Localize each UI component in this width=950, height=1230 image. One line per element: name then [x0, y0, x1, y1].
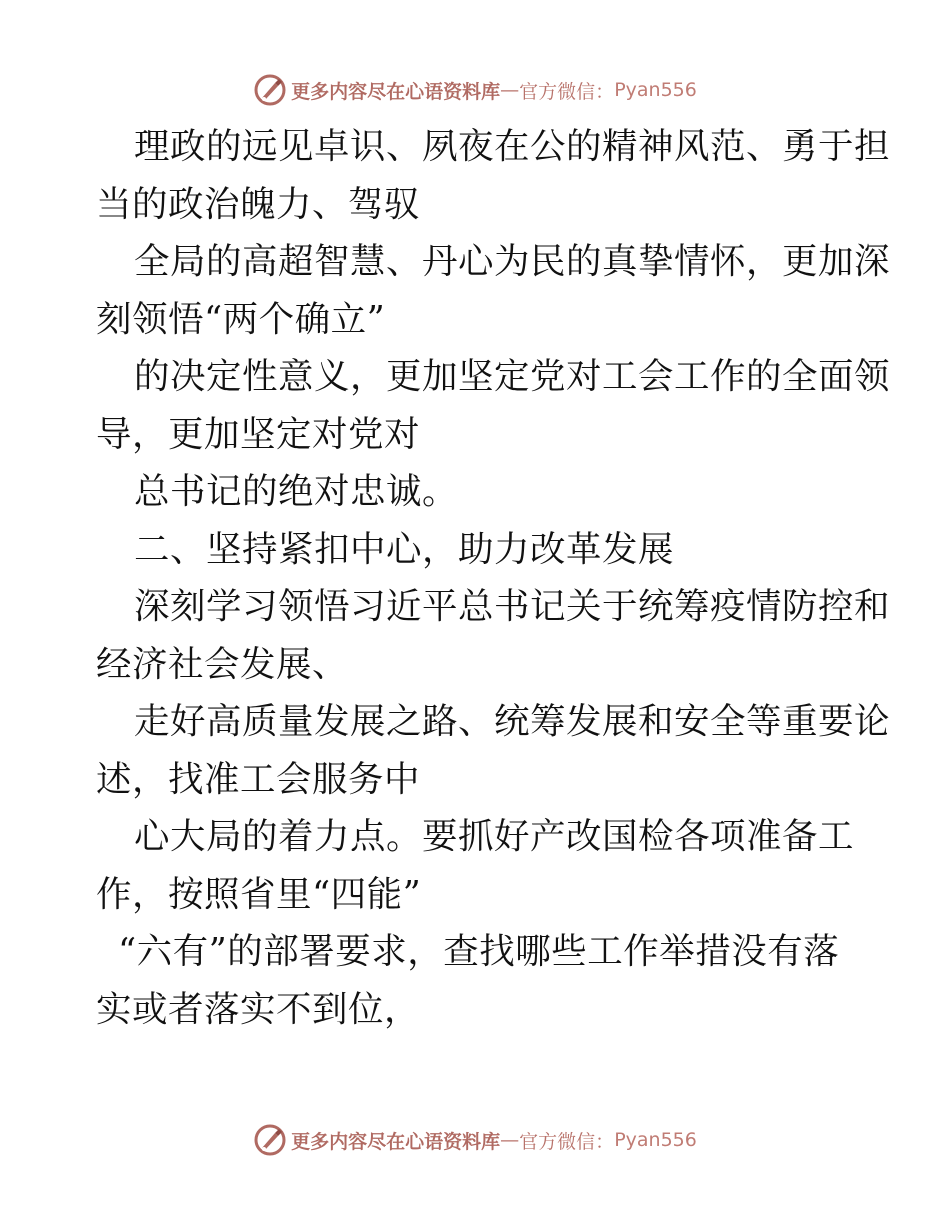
watermark-separator: — — [500, 79, 520, 101]
text-line: 全局的高超智慧、丹心为民的真挚情怀，更加深 — [134, 241, 891, 282]
text-line: 心大局的着力点。要抓好产改国检各项准备工 — [134, 816, 855, 857]
header-watermark — [0, 70, 950, 110]
watermark-wechat-id: Pyan556 — [614, 1129, 697, 1151]
watermark-label: 官方微信： — [519, 1130, 615, 1153]
text-line: 走好高质量发展之路、统筹发展和安全等重要论 — [134, 701, 891, 742]
text-line: “六有”的部署要求，查找哪些工作举措没有落 — [118, 931, 840, 972]
text-line: 深刻学习领悟习近平总书记关于统筹疫情防控和 — [134, 586, 891, 627]
text-line: 总书记的绝对忠诚。 — [134, 471, 459, 512]
text-line: 作，按照省里“四能” — [96, 873, 422, 915]
text-line: 实或者落实不到位， — [96, 988, 421, 1030]
document-body — [96, 118, 891, 1038]
watermark-brand: 更多内容尽在心语资料库 — [291, 1130, 501, 1153]
pen-seal-icon — [253, 1123, 287, 1157]
text-line: 导，更加坚定对党对 — [96, 413, 421, 455]
section-heading: 二、坚持紧扣中心，助力改革发展 — [134, 528, 675, 570]
text-line: 当的政治魄力、驾驭 — [96, 183, 421, 225]
watermark-brand: 更多内容尽在心语资料库 — [291, 80, 501, 103]
watermark-wechat-id: Pyan556 — [614, 79, 697, 101]
footer-watermark — [0, 1120, 950, 1160]
pen-seal-icon — [253, 73, 287, 107]
text-line: 述，找准工会服务中 — [96, 758, 421, 800]
text-line: 理政的远见卓识、夙夜在公的精神风范、勇于担 — [134, 126, 891, 167]
text-line: 的决定性意义，更加坚定党对工会工作的全面领 — [134, 356, 891, 397]
watermark-separator: — — [500, 1129, 520, 1151]
text-line: 刻领悟“两个确立” — [96, 298, 386, 340]
text-line: 经济社会发展、 — [96, 643, 349, 685]
watermark-label: 官方微信： — [519, 80, 615, 103]
